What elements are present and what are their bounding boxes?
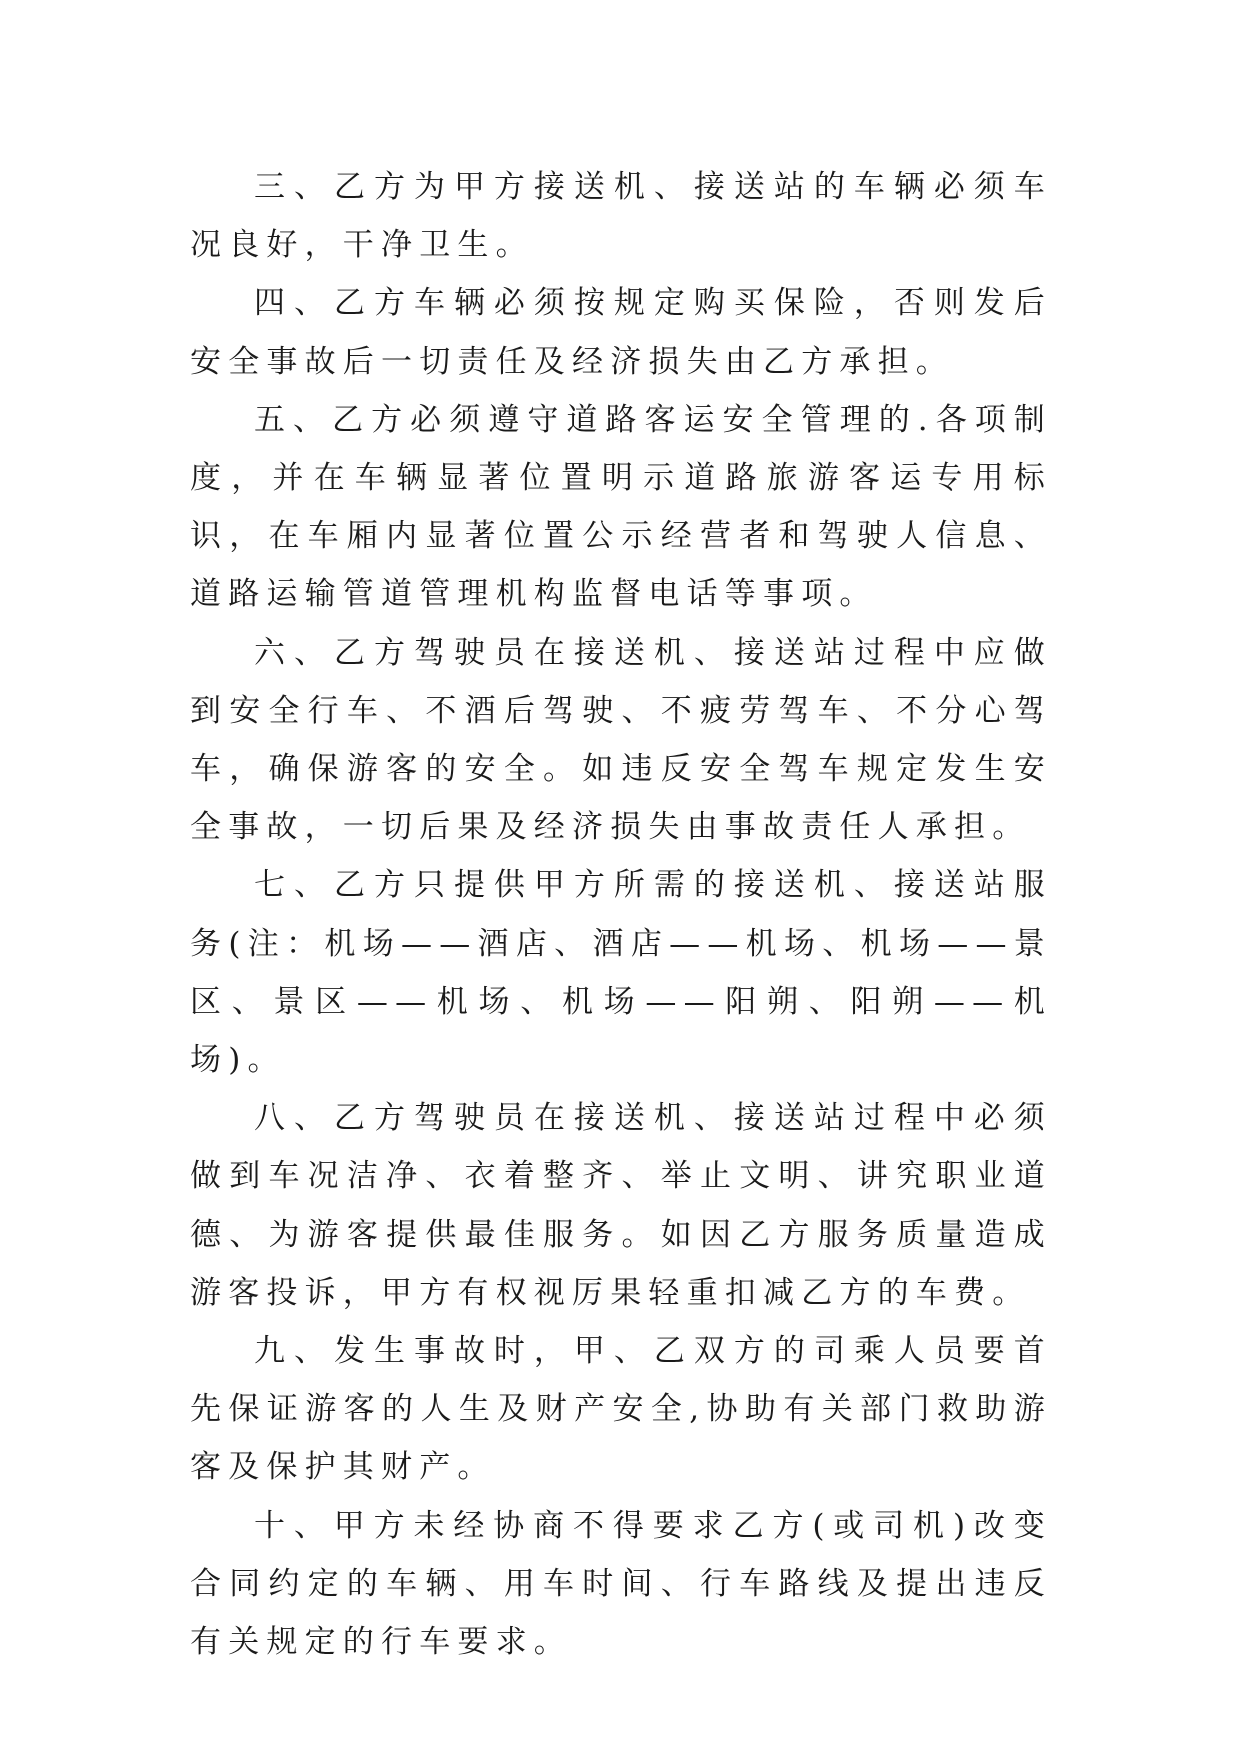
clause-5: 五、乙方必须遵守道路客运安全管理的.各项制度，并在车辆显著位置明示道路旅游客运专用标识，在车厢内显著位置公示经营者和驾驶人信息、道路运输管道管理机构监督电话等事项。 bbox=[190, 401, 1052, 613]
clause-9: 九、发生事故时，甲、乙双方的司乘人员要首先保证游客的人生及财产安全,协助有关部门救助游客及保护其财产。 bbox=[190, 1333, 1052, 1486]
clause-8: 八、乙方驾驶员在接送机、接送站过程中必须做到车况洁净、衣着整齐、举止文明、讲究职业道德、为游客提供最佳服务。如因乙方服务质量造成游客投诉，甲方有权视厉果轻重扣减乙方的车费。 bbox=[190, 1100, 1052, 1311]
clause-7: 七、乙方只提供甲方所需的接送机、接送站服务(注：机场——酒店、酒店——机场、机场——景区、景区——机场、机场——阳朔、阳朔——机场)。 bbox=[190, 867, 1052, 1079]
clause-6: 六、乙方驾驶员在接送机、接送站过程中应做到安全行车、不酒后驾驶、不疲劳驾车、不分心驾车，确保游客的安全。如违反安全驾车规定发生安全事故，一切后果及经济损失由事故责任人承担。 bbox=[190, 634, 1052, 846]
clause-4: 四、乙方车辆必须按规定购买保险，否则发后安全事故后一切责任及经济损失由乙方承担。 bbox=[190, 285, 1052, 380]
clause-3: 三、乙方为甲方接送机、接送站的车辆必须车况良好，干净卫生。 bbox=[190, 169, 1052, 264]
document-body bbox=[190, 158, 1052, 1671]
clause-10: 十、甲方未经协商不得要求乙方(或司机)改变合同约定的车辆、用车时间、行车路线及提出违反有关规定的行车要求。 bbox=[190, 1507, 1052, 1661]
